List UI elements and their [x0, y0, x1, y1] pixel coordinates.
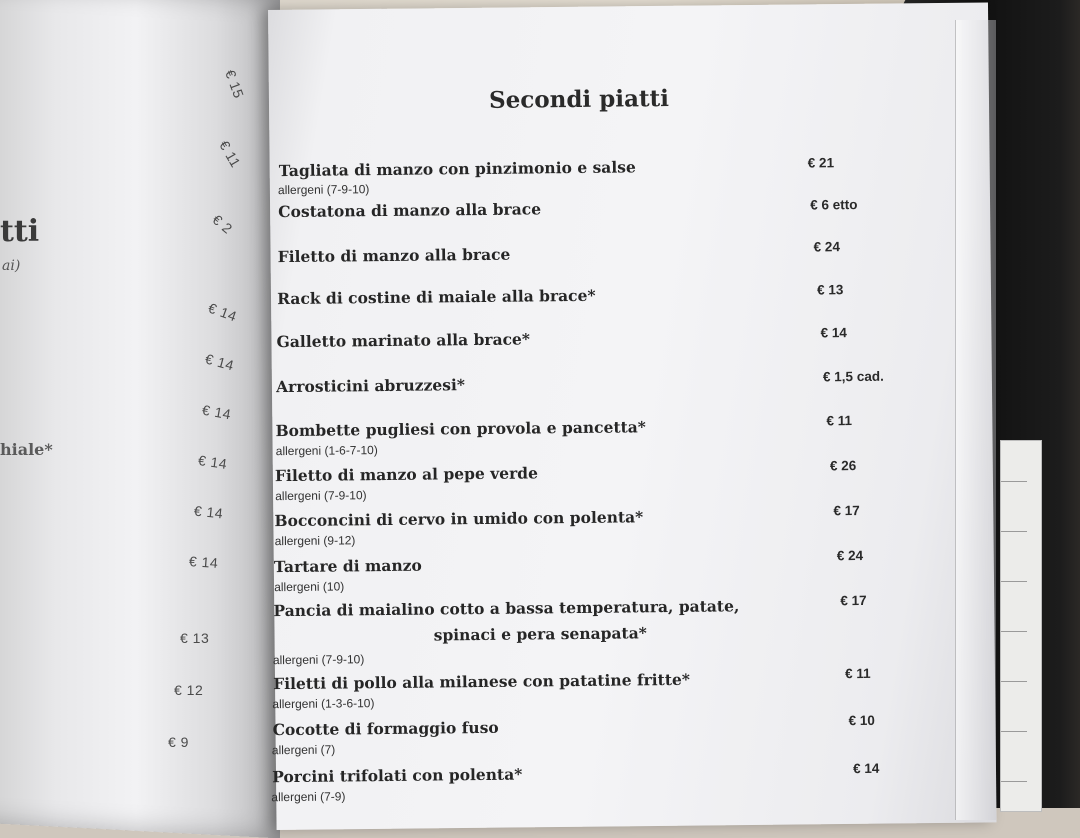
dish-price: € 17: [840, 592, 867, 609]
left-page-price: € 14: [203, 350, 236, 374]
dish-name: Porcini trifolati con polenta*: [272, 764, 523, 787]
dish-price: € 26: [829, 458, 857, 474]
left-page-item-fragment: hiale*: [0, 440, 53, 459]
dish-price: € 11: [826, 413, 853, 429]
dish-price: € 14: [820, 325, 847, 341]
dish-price: € 24: [836, 547, 864, 564]
dish-price: € 24: [813, 239, 840, 255]
dish-price: € 1,5 cad.: [822, 368, 884, 385]
left-page-price: € 11: [216, 137, 245, 171]
dish-name: Arrosticini abruzzesi*: [275, 375, 466, 397]
dish-allergens: allergeni (7-9): [271, 789, 346, 805]
dish-price: € 17: [833, 503, 860, 519]
dish-name: Filetto di manzo alla brace: [277, 244, 511, 267]
dish-name: Galletto marinato alla brace*: [276, 329, 531, 352]
dish-allergens: allergeni (7-9-10): [272, 652, 365, 668]
dish-name: Filetto di manzo al pepe verde: [274, 463, 539, 486]
left-page-paren-fragment: ai): [2, 258, 21, 274]
dish-price: € 11: [845, 665, 871, 682]
left-page-price: € 14: [200, 401, 233, 423]
left-page-heading-fragment: tti: [0, 214, 40, 249]
dish-allergens: allergeni (7-9-10): [275, 488, 367, 504]
dish-price: € 10: [848, 712, 875, 729]
dish-price: € 14: [853, 760, 880, 777]
dish-name: Tartare di manzo: [273, 555, 422, 577]
left-page-price: € 14: [197, 452, 229, 472]
dish-name: Costatona di manzo alla brace: [278, 199, 542, 222]
dish-price: € 21: [807, 155, 835, 171]
dish-name: Tagliata di manzo con pinzimonio e salse: [278, 157, 636, 181]
dish-name: Pancia di maialino cotto a bassa temperatura, patate,: [273, 596, 740, 621]
dish-allergens: allergeni (7): [271, 742, 336, 758]
dish-name: Rack di costine di maiale alla brace*: [277, 285, 596, 309]
dish-allergens: allergeni (10): [274, 579, 345, 595]
left-page-price: € 15: [222, 67, 248, 101]
dish-allergens: allergeni (7-9-10): [277, 182, 370, 198]
left-page-price: € 14: [206, 299, 240, 325]
left-page-price: € 14: [193, 502, 225, 522]
dish-price: € 6 etto: [810, 197, 858, 213]
dish-allergens: allergeni (1-6-7-10): [275, 443, 378, 459]
left-page-price: € 14: [188, 552, 219, 572]
dish-allergens: allergeni (9-12): [274, 533, 356, 549]
left-page-price: € 12: [174, 682, 204, 698]
left-page-price: € 13: [180, 630, 210, 646]
left-page-price: € 9: [168, 734, 189, 750]
dish-name: Cocotte di formaggio fuso: [272, 717, 499, 740]
left-page-price: € 2: [209, 211, 236, 237]
dish-price: € 13: [817, 282, 844, 298]
dish-allergens: allergeni (1-3-6-10): [272, 696, 375, 712]
dish-name: Bombette pugliesi con provola e pancetta*: [275, 417, 646, 441]
dish-name: Filetti di pollo alla milanese con patatine fritte*: [273, 669, 691, 694]
dish-name-continued: spinaci e pera senapata*: [433, 623, 647, 645]
dish-name: Bocconcini di cervo in umido con polenta*: [274, 507, 644, 531]
menu-section-title: Secondi piatti: [488, 85, 670, 114]
